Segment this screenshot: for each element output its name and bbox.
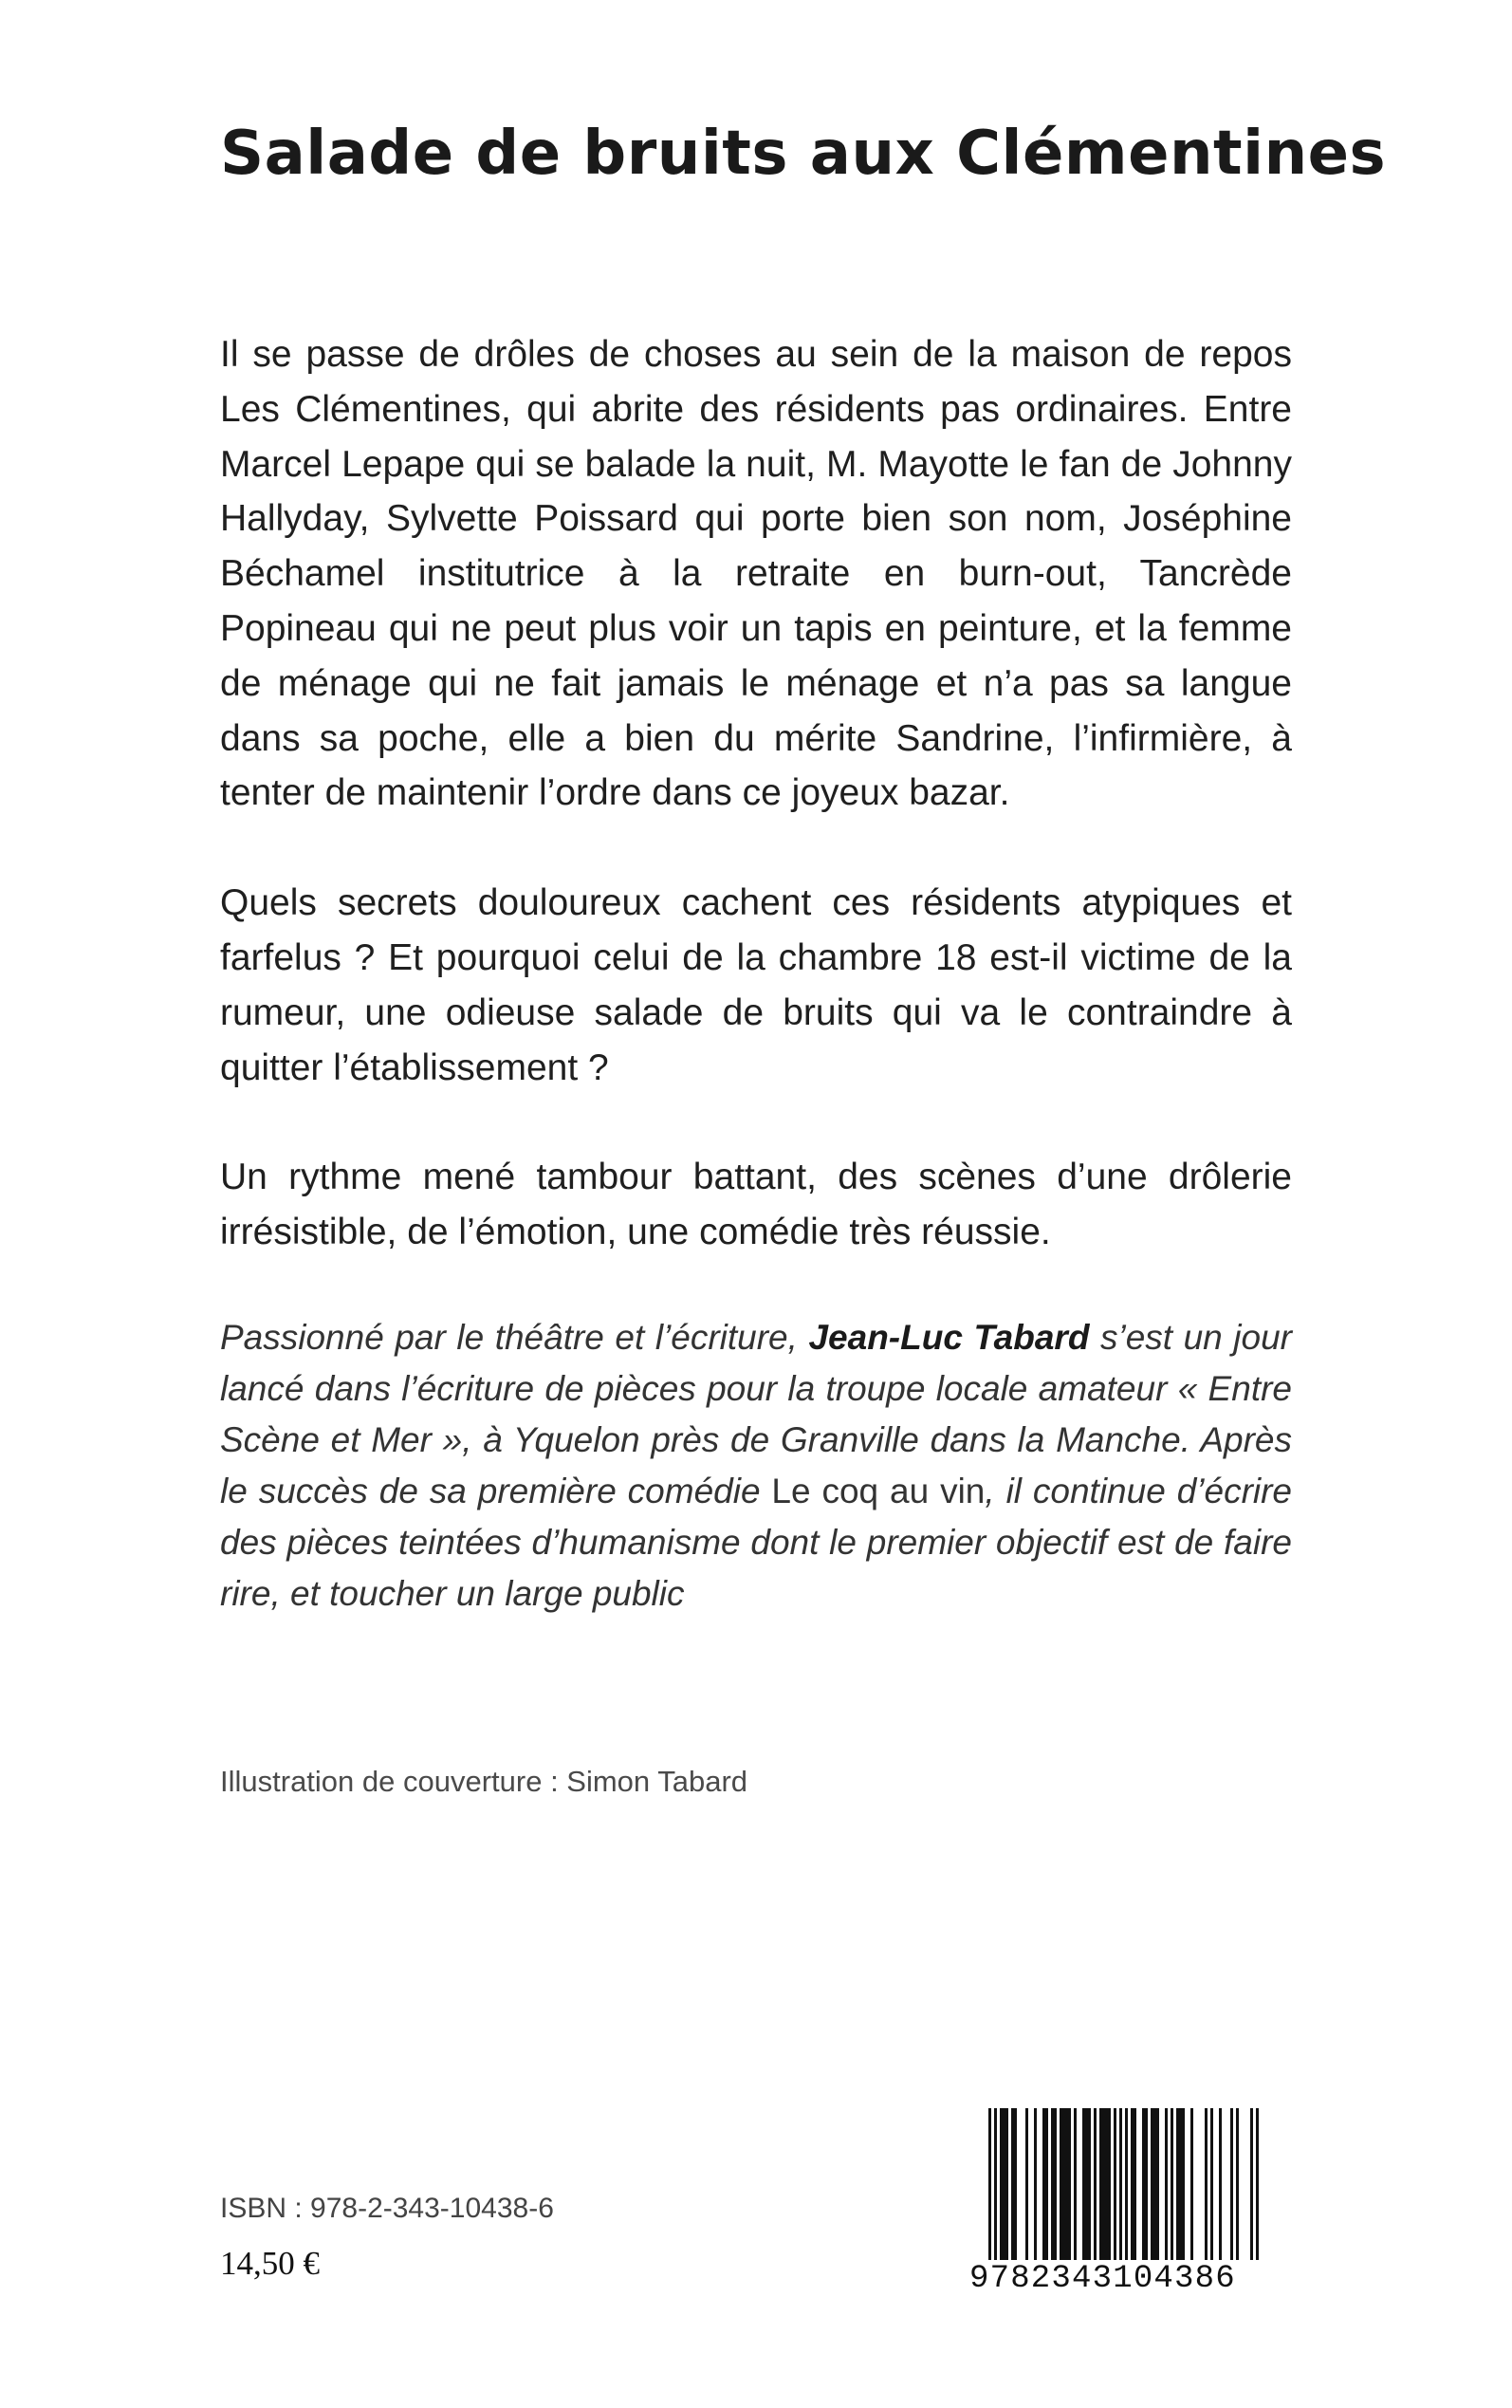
barcode-bar bbox=[1085, 2108, 1088, 2262]
barcode-bar bbox=[1176, 2108, 1179, 2262]
barcode-bar bbox=[1088, 2108, 1091, 2262]
barcode-bar bbox=[1236, 2108, 1239, 2262]
barcode-bar bbox=[1165, 2108, 1168, 2262]
barcode-bar bbox=[1082, 2108, 1085, 2262]
barcode-bar bbox=[1011, 2108, 1014, 2262]
barcode-bar bbox=[1108, 2108, 1111, 2262]
barcode-bar bbox=[1105, 2108, 1108, 2262]
barcode-bar bbox=[1153, 2108, 1156, 2262]
price: 14,50 € bbox=[220, 2245, 320, 2282]
barcode-bar bbox=[1099, 2108, 1102, 2262]
summary-paragraph-2: Quels secrets douloureux cachent ces résidents atypiques et farfelus ? Et pourquoi celui de la chambre 18 est-il victime de la rumeur, une odieuse salade de bruits qui va le contraindre à quitter l’établissement ? bbox=[220, 882, 1292, 1088]
barcode-bar bbox=[1134, 2108, 1136, 2262]
barcode-bar bbox=[1094, 2108, 1097, 2262]
barcode-bar bbox=[1065, 2108, 1068, 2262]
barcode-bar bbox=[1068, 2108, 1071, 2262]
barcode-bar bbox=[1014, 2108, 1017, 2262]
barcode-bar bbox=[1025, 2108, 1028, 2262]
isbn: ISBN : 978-2-343-10438-6 bbox=[220, 2193, 554, 2224]
barcode-bar bbox=[1131, 2108, 1134, 2262]
barcode-bar bbox=[1102, 2108, 1105, 2262]
barcode-bar bbox=[1145, 2108, 1148, 2262]
barcode-bar bbox=[1182, 2108, 1185, 2262]
barcode bbox=[969, 2108, 1273, 2326]
back-cover-summary bbox=[220, 327, 1292, 1260]
barcode-bar bbox=[1171, 2108, 1173, 2262]
barcode-bar bbox=[1060, 2108, 1062, 2262]
barcode-bar bbox=[1151, 2108, 1153, 2262]
barcode-bar bbox=[1000, 2108, 1003, 2262]
barcode-bar bbox=[1045, 2108, 1048, 2262]
barcode-bar bbox=[1156, 2108, 1159, 2262]
barcode-bar bbox=[1205, 2108, 1208, 2262]
barcode-digits: 9782343104386 bbox=[969, 2260, 1273, 2298]
barcode-bar bbox=[1179, 2108, 1182, 2262]
barcode-bar bbox=[1005, 2108, 1008, 2262]
barcode-bar bbox=[1054, 2108, 1057, 2262]
barcode-bar bbox=[1210, 2108, 1213, 2262]
barcode-bar bbox=[1142, 2108, 1145, 2262]
first-play-title: Le coq au vin bbox=[771, 1472, 986, 1510]
barcode-bar bbox=[1190, 2108, 1193, 2262]
author-bio bbox=[220, 1312, 1292, 1620]
barcode-bar bbox=[1114, 2108, 1116, 2262]
barcode-bar bbox=[1051, 2108, 1054, 2262]
bio-ending: , il continue d’écrire des pièces teintées d’humanisme dont le premier objectif est de faire rire, et toucher un large public bbox=[220, 1472, 1293, 1613]
author-name: Jean-Luc Tabard bbox=[808, 1318, 1090, 1357]
barcode-bar bbox=[1219, 2108, 1222, 2262]
barcode-bar bbox=[1034, 2108, 1037, 2262]
summary-paragraph-1: Il se passe de drôles de choses au sein de la maison de repos Les Clémentines, qui abrite des résidents pas ordinaires. Entre Marcel Lepape qui se balade la nuit, M. Mayotte le fan de Johnny Hallyday, Sylvette Poissard qui porte bien son nom, Joséphine Béchamel institutrice à la retraite en burn-out, Tancrède Popineau qui ne peut plus voir un tapis en peinture, et la femme de ménage qui ne fait jamais le ménage et n’a pas sa langue dans sa poche, elle a bien du mérite Sandrine, l’infirmière, à tenter de maintenir l’ordre dans ce joyeux bazar. bbox=[220, 334, 1292, 814]
barcode-bar bbox=[1062, 2108, 1065, 2262]
book-title: Salade de bruits aux Clémentines bbox=[220, 119, 1387, 189]
cover-illustration-credit: Illustration de couverture : Simon Tabard bbox=[220, 1765, 748, 1798]
barcode-bar bbox=[1074, 2108, 1077, 2262]
barcode-bar bbox=[1042, 2108, 1045, 2262]
bio-middle: s’est un jour lancé dans l’écriture de pièces pour la troupe locale amateur « Entre Scène et Mer », à Yquelon près de Granville dans la Manche. Après le succès de sa première comédie bbox=[220, 1318, 1292, 1510]
summary-paragraph-3: Un rythme mené tambour battant, des scènes d’une drôlerie irrésistible, de l’émotion, une comédie très réussie. bbox=[220, 1157, 1292, 1253]
barcode-bar bbox=[1230, 2108, 1233, 2262]
bio-intro: Passionné par le théâtre et l’écriture, bbox=[220, 1318, 809, 1357]
barcode-bar bbox=[1003, 2108, 1005, 2262]
